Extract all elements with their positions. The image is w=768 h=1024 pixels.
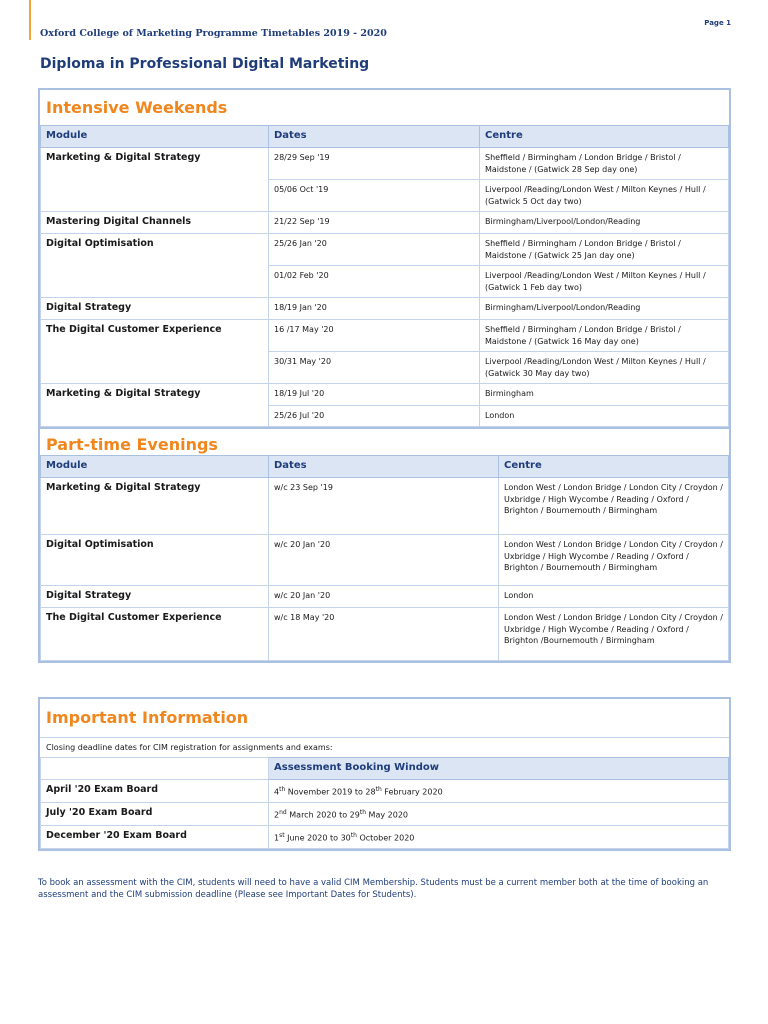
table-row bbox=[41, 234, 729, 266]
column-header: Dates bbox=[269, 456, 499, 478]
module-cell: Digital Strategy bbox=[41, 298, 269, 320]
date-cell: 18/19 Jan '20 bbox=[269, 298, 480, 320]
weekends-table bbox=[40, 125, 729, 427]
section-title: Important Information bbox=[46, 708, 249, 727]
date-cell: 25/26 Jan '20 bbox=[269, 234, 480, 266]
date-cell: 16 /17 May '20 bbox=[269, 320, 480, 352]
date-cell: 21/22 Sep '19 bbox=[269, 212, 480, 234]
date-cell: 28/29 Sep '19 bbox=[269, 148, 480, 180]
centre-cell: London West / London Bridge / London City / Croydon / Uxbridge / High Wycombe / Reading / Oxford / Brighton / Bournemouth / Birmingham bbox=[499, 535, 729, 586]
table-row bbox=[41, 212, 729, 234]
exam-board-cell: December '20 Exam Board bbox=[41, 826, 269, 849]
table-row bbox=[41, 320, 729, 352]
section-title: Part-time Evenings bbox=[46, 435, 218, 454]
module-cell: Marketing & Digital Strategy bbox=[41, 148, 269, 212]
table-header-row bbox=[41, 126, 729, 148]
table-row bbox=[41, 826, 729, 849]
centre-cell: Liverpool /Reading/London West / Milton Keynes / Hull / (Gatwick 5 Oct day two) bbox=[480, 180, 729, 212]
module-cell: Digital Optimisation bbox=[41, 234, 269, 298]
centre-cell: Sheffield / Birmingham / London Bridge / Bristol / Maidstone / (Gatwick 16 May day one) bbox=[480, 320, 729, 352]
centre-cell: Birmingham/Liverpool/London/Reading bbox=[480, 212, 729, 234]
date-cell: w/c 23 Sep '19 bbox=[269, 478, 499, 535]
intensive-weekends-section bbox=[38, 88, 731, 429]
module-cell: The Digital Customer Experience bbox=[41, 608, 269, 661]
closing-deadline-text: Closing deadline dates for CIM registration for assignments and exams: bbox=[40, 737, 729, 757]
column-header: Centre bbox=[499, 456, 729, 478]
column-header: Centre bbox=[480, 126, 729, 148]
table-row bbox=[41, 586, 729, 608]
column-header: Dates bbox=[269, 126, 480, 148]
centre-cell: London West / London Bridge / London City / Croydon / Uxbridge / High Wycombe / Reading / Oxford / Brighton / Bournemouth / Birmingham bbox=[499, 478, 729, 535]
column-header: Assessment Booking Window bbox=[269, 758, 729, 780]
important-information-section bbox=[38, 697, 731, 851]
table-row bbox=[41, 298, 729, 320]
exam-board-cell: April '20 Exam Board bbox=[41, 780, 269, 803]
date-cell: 05/06 Oct '19 bbox=[269, 180, 480, 212]
module-cell: Digital Optimisation bbox=[41, 535, 269, 586]
date-cell: 01/02 Feb '20 bbox=[269, 266, 480, 298]
module-cell: Digital Strategy bbox=[41, 586, 269, 608]
table-row bbox=[41, 478, 729, 535]
booking-window-cell: 1st June 2020 to 30th October 2020 bbox=[269, 826, 729, 849]
centre-cell: Liverpool /Reading/London West / Milton Keynes / Hull / (Gatwick 1 Feb day two) bbox=[480, 266, 729, 298]
module-cell: Mastering Digital Channels bbox=[41, 212, 269, 234]
table-row bbox=[41, 803, 729, 826]
module-cell: Marketing & Digital Strategy bbox=[41, 478, 269, 535]
section-title: Intensive Weekends bbox=[46, 98, 228, 117]
module-cell: Marketing & Digital Strategy bbox=[41, 384, 269, 427]
table-row bbox=[41, 148, 729, 180]
page-margin-rule bbox=[29, 0, 31, 40]
document-header: Oxford College of Marketing Programme Timetables 2019 - 2020 bbox=[40, 28, 387, 39]
centre-cell: London bbox=[499, 586, 729, 608]
date-cell: 30/31 May '20 bbox=[269, 352, 480, 384]
centre-cell: London bbox=[480, 406, 729, 427]
table-header-row bbox=[41, 456, 729, 478]
date-cell: w/c 20 Jan '20 bbox=[269, 586, 499, 608]
table-row bbox=[41, 780, 729, 803]
empty-header-cell bbox=[41, 758, 269, 780]
table-row bbox=[41, 384, 729, 406]
membership-note: To book an assessment with the CIM, students will need to have a valid CIM Membership. Students must be a current member both at the time of booking an assessment and the CIM submission deadline (Please see Important Dates for Students). bbox=[38, 878, 709, 900]
part-time-evenings-section bbox=[38, 427, 731, 663]
page-title: Diploma in Professional Digital Marketing bbox=[40, 56, 370, 72]
exam-board-cell: July '20 Exam Board bbox=[41, 803, 269, 826]
centre-cell: Birmingham/Liverpool/London/Reading bbox=[480, 298, 729, 320]
column-header: Module bbox=[41, 126, 269, 148]
exam-board-table bbox=[40, 757, 729, 849]
evenings-table bbox=[40, 455, 729, 661]
centre-cell: Sheffield / Birmingham / London Bridge / Bristol / Maidstone / (Gatwick 28 Sep day one) bbox=[480, 148, 729, 180]
booking-window-cell: 2nd March 2020 to 29th May 2020 bbox=[269, 803, 729, 826]
date-cell: w/c 18 May '20 bbox=[269, 608, 499, 661]
booking-window-cell: 4th November 2019 to 28th February 2020 bbox=[269, 780, 729, 803]
table-header-row bbox=[41, 758, 729, 780]
column-header: Module bbox=[41, 456, 269, 478]
centre-cell: London West / London Bridge / London City / Croydon / Uxbridge / High Wycombe / Reading / Oxford / Brighton /Bournemouth / Birmingham bbox=[499, 608, 729, 661]
centre-cell: Liverpool /Reading/London West / Milton Keynes / Hull / (Gatwick 30 May day two) bbox=[480, 352, 729, 384]
date-cell: 18/19 Jul '20 bbox=[269, 384, 480, 406]
date-cell: w/c 20 Jan '20 bbox=[269, 535, 499, 586]
page-number: Page 1 bbox=[704, 19, 731, 27]
centre-cell: Sheffield / Birmingham / London Bridge / Bristol / Maidstone / (Gatwick 25 Jan day one) bbox=[480, 234, 729, 266]
table-row bbox=[41, 608, 729, 661]
table-row bbox=[41, 535, 729, 586]
module-cell: The Digital Customer Experience bbox=[41, 320, 269, 384]
centre-cell: Birmingham bbox=[480, 384, 729, 406]
date-cell: 25/26 Jul '20 bbox=[269, 406, 480, 427]
